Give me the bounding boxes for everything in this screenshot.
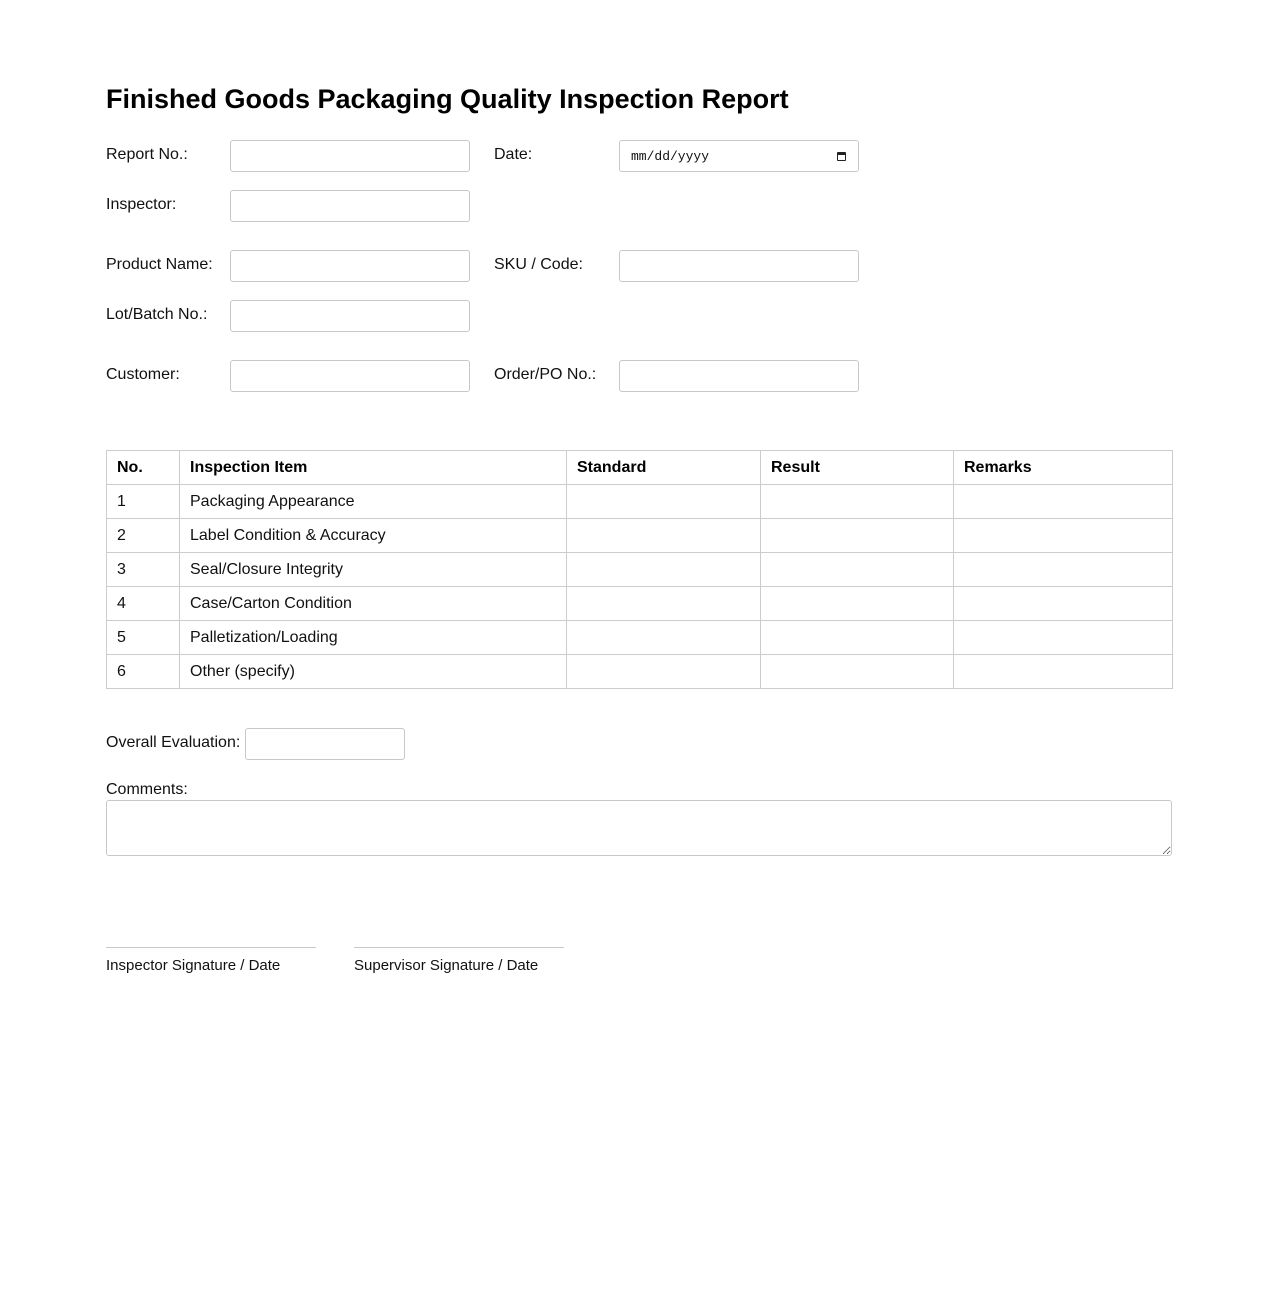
cell-item: Palletization/Loading [180,621,567,655]
cell-standard[interactable] [567,587,761,621]
product-name-input[interactable] [230,250,470,282]
inspector-signature-label: Inspector Signature / Date [106,957,281,974]
cell-standard[interactable] [567,621,761,655]
customer-input[interactable] [230,360,470,392]
inspector-input[interactable] [230,190,470,222]
cell-item: Label Condition & Accuracy [180,519,567,553]
cell-item: Packaging Appearance [180,485,567,519]
supervisor-signature-label: Supervisor Signature / Date [354,957,539,974]
cell-result[interactable] [761,519,954,553]
inspector-label: Inspector: [106,196,177,213]
cell-item: Seal/Closure Integrity [180,553,567,587]
table-row [107,587,1173,621]
table-row [107,519,1173,553]
column-header-no: No. [107,451,180,485]
cell-item: Other (specify) [180,655,567,689]
sku-code-input[interactable] [619,250,859,282]
cell-no: 6 [107,655,180,689]
column-header-standard: Standard [567,451,761,485]
comments-textarea[interactable] [106,800,1172,856]
customer-label: Customer: [106,366,180,383]
overall-evaluation-input[interactable] [245,728,405,760]
column-header-remarks: Remarks [954,451,1173,485]
table-row [107,553,1173,587]
cell-result[interactable] [761,553,954,587]
cell-remarks[interactable] [954,485,1173,519]
product-name-label: Product Name: [106,256,213,273]
column-header-item: Inspection Item [180,451,567,485]
cell-no: 4 [107,587,180,621]
table-row [107,485,1173,519]
cell-remarks[interactable] [954,621,1173,655]
cell-remarks[interactable] [954,553,1173,587]
cell-result[interactable] [761,587,954,621]
cell-standard[interactable] [567,553,761,587]
cell-remarks[interactable] [954,519,1173,553]
table-header-row [107,451,1173,485]
order-po-input[interactable] [619,360,859,392]
order-po-label: Order/PO No.: [494,366,597,383]
lot-batch-label: Lot/Batch No.: [106,306,208,323]
cell-standard[interactable] [567,485,761,519]
lot-batch-input[interactable] [230,300,470,332]
cell-result[interactable] [761,485,954,519]
date-placeholder: mm/dd/yyyy [631,148,710,164]
table-row [107,655,1173,689]
table-row [107,621,1173,655]
cell-standard[interactable] [567,519,761,553]
report-no-label: Report No.: [106,146,188,163]
cell-item: Case/Carton Condition [180,587,567,621]
cell-no: 1 [107,485,180,519]
inspector-signature-line [106,947,316,974]
cell-no: 3 [107,553,180,587]
inspection-table [106,450,1173,689]
cell-result[interactable] [761,621,954,655]
page-title: Finished Goods Packaging Quality Inspection Report [106,84,789,114]
comments-label: Comments: [106,781,188,798]
cell-no: 5 [107,621,180,655]
cell-no: 2 [107,519,180,553]
date-input[interactable] [619,140,859,172]
overall-evaluation-label: Overall Evaluation: [106,734,241,751]
cell-remarks[interactable] [954,587,1173,621]
cell-remarks[interactable] [954,655,1173,689]
supervisor-signature-line [354,947,564,974]
date-label: Date: [494,146,533,163]
cell-standard[interactable] [567,655,761,689]
sku-code-label: SKU / Code: [494,256,583,273]
column-header-result: Result [761,451,954,485]
cell-result[interactable] [761,655,954,689]
calendar-icon[interactable] [837,152,846,161]
report-no-input[interactable] [230,140,470,172]
